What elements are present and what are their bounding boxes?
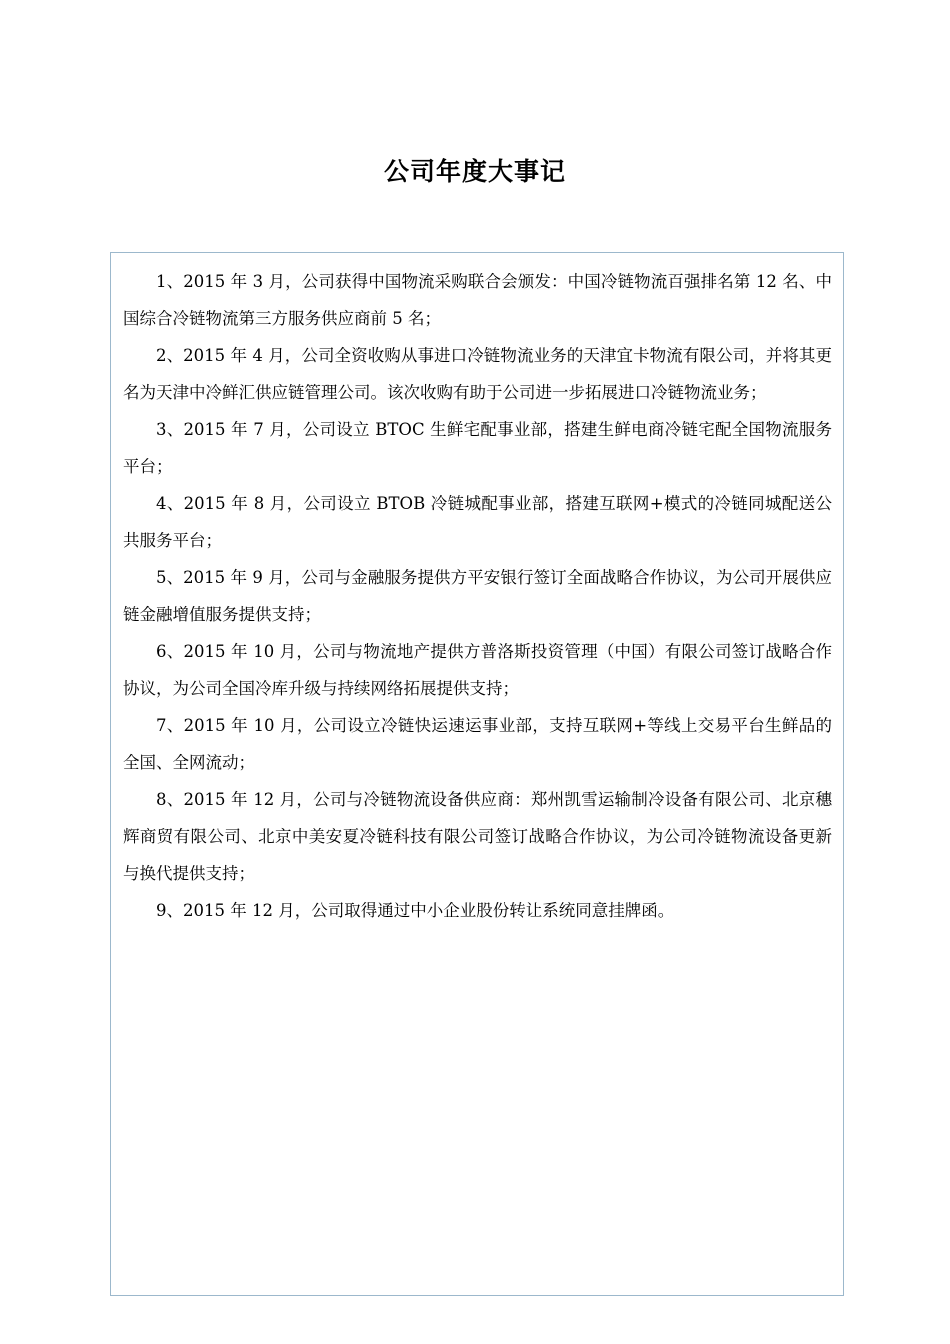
event-item-7: 7、2015 年 10 月，公司设立冷链快运速运事业部，支持互联网+等线上交易平台生鲜品的全国、全网流动； (123, 716, 832, 772)
event-item-9: 9、2015 年 12 月，公司取得通过中小企业股份转让系统同意挂牌函。 (156, 901, 675, 920)
event-item-2: 2、2015 年 4 月，公司全资收购从事进口冷链物流业务的天津宜卡物流有限公司，并将其更名为天津中冷鲜汇供应链管理公司。该次收购有助于公司进一步拓展进口冷链物流业务； (123, 346, 832, 402)
page-title: 公司年度大事记 (383, 157, 566, 186)
event-item-8: 8、2015 年 12 月，公司与冷链物流设备供应商：郑州凯雪运输制冷设备有限公司、北京穗辉商贸有限公司、北京中美安夏冷链科技有限公司签订战略合作协议，为公司冷链物流设备更新与换代提供支持； (123, 790, 832, 883)
event-item-5: 5、2015 年 9 月，公司与金融服务提供方平安银行签订全面战略合作协议，为公司开展供应链金融增值服务提供支持； (123, 568, 832, 624)
events-box (110, 252, 844, 1296)
event-item-4: 4、2015 年 8 月，公司设立 BTOB 冷链城配事业部，搭建互联网+模式的冷链同城配送公共服务平台； (123, 494, 832, 550)
event-item-3: 3、2015 年 7 月，公司设立 BTOC 生鲜宅配事业部，搭建生鲜电商冷链宅配全国物流服务平台； (123, 420, 832, 476)
event-item-6: 6、2015 年 10 月，公司与物流地产提供方普洛斯投资管理（中国）有限公司签订战略合作协议，为公司全国冷库升级与持续网络拓展提供支持； (123, 642, 832, 698)
event-item-1: 1、2015 年 3 月，公司获得中国物流采购联合会颁发：中国冷链物流百强排名第 12 名、中国综合冷链物流第三方服务供应商前 5 名； (123, 272, 832, 328)
